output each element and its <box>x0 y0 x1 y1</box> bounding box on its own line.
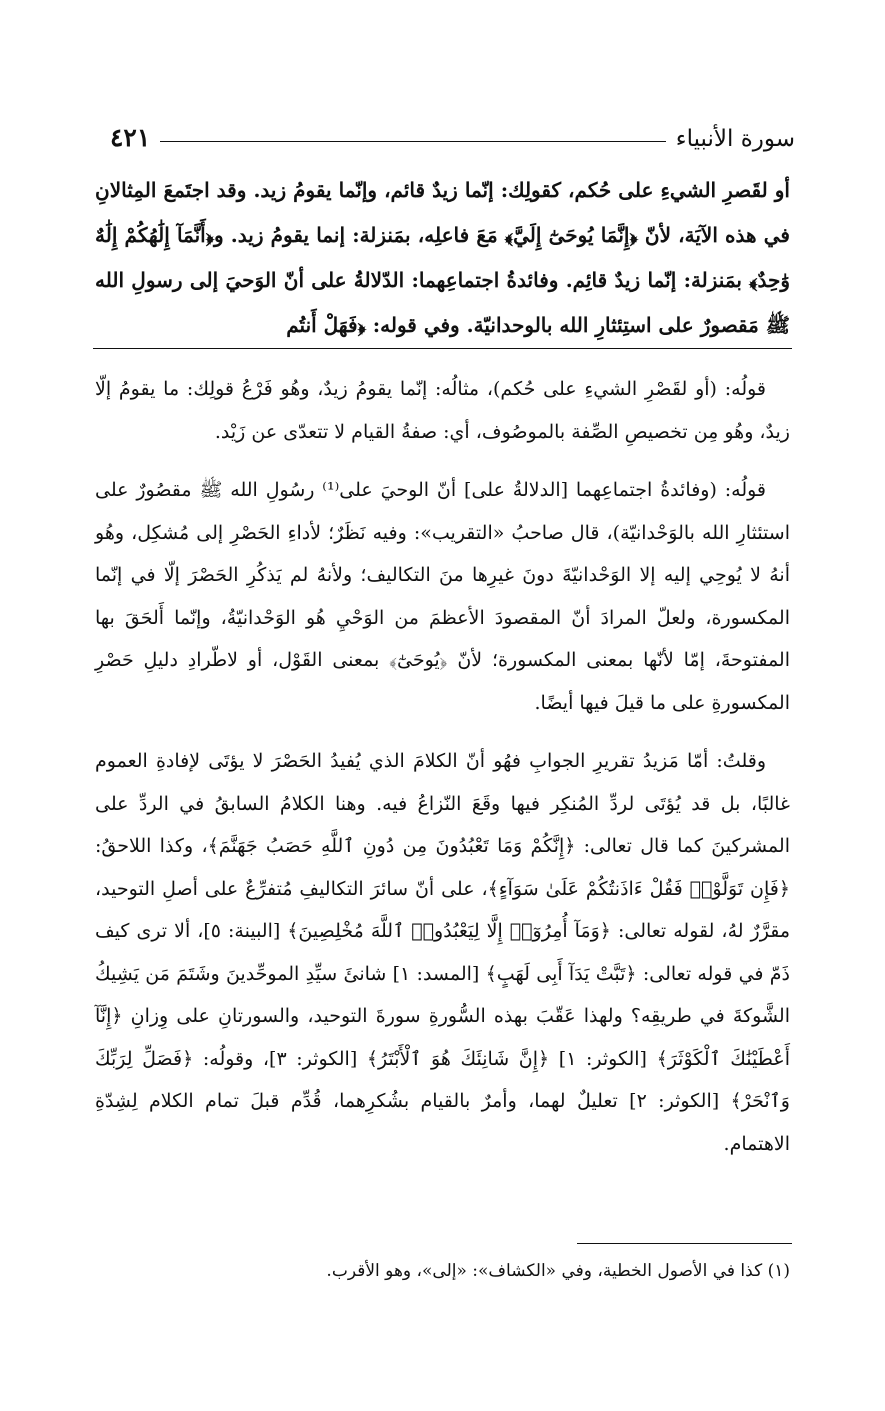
footnote-separator <box>577 1243 792 1244</box>
commentary-paragraph-2: قولُه: (وفائدةُ اجتماعِهما [الدلالةُ على] أنّ الوحيَ على⁽¹⁾ رسُولِ الله ﷺ مقصُورٌ على استئثارِ الله بالوَحْدانيّة)، قال صاحبُ «التقريب»: وفيه نَظَرٌ؛ لأداءِ الحَصْرِ إلى مُشكِل، وهُو أنهُ لا يُوحِي إليه إلا الوَحْدانيّةَ دونَ غيرِها منَ التكاليف؛ ولأنهُ لم يَذكُرِ الحَصْرَ إلّا في إنّما المكسورة، ولعلّ المرادَ أنّ المقصودَ الأعظمَ من الوَحْيِ هُو الوَحْدانيّةُ، وإنّما أَلحَقَ بها المفتوحةَ، إمّا لأنّها بمعنى المكسورة؛ لأنّ ﴿يُوحَىٰٓ﴾ بمعنى القَوْل، أو لاطّرادِ دليلِ حَصْرِ المكسورةِ على ما قيلَ فيها أيضًا. <box>95 479 790 714</box>
running-header <box>110 112 795 152</box>
footnote-text: كذا في الأصول الخطية، وفي «الكشاف»: «إلى»، وهو الأقرب. <box>326 1261 763 1281</box>
main-paragraph: أو لقَصرِ الشيءِ على حُكم، كقولِك: إنّما زيدٌ قائم، وإنّما يقومُ زيد. وقد اجتَمعَ المِثالانِ في هذه الآيَة، لأنّ ﴿إِنَّمَا يُوحَىٰٓ إِلَيَّ﴾ مَعَ فاعلِه، بمَنزلة: إنما يقومُ زيد. و﴿أَنَّمَآ إِلَٰهُكُمْ إِلَٰهٌ وَٰحِدٌ﴾ بمَنزلة: إنّما زيدٌ قائِم. وفائدةُ اجتماعِهما: الدّلالةُ على أنّ الوَحيَ إلى رسولِ الله ﷺ مَقصورٌ على استِئثارِ الله بالوحدانيّة. وفي قوله: ﴿فَهَلْ أَنتُم <box>95 178 790 337</box>
footnote-marker: (١) <box>767 1261 790 1281</box>
surah-title: سورة الأنبياء <box>675 126 795 152</box>
header-rule <box>160 141 665 142</box>
commentary-paragraph-1: قولُه: (أو لقَصْرِ الشيءِ على حُكم)، مثالُه: إنّما يقومُ زيدٌ، وهُو فَرْعُ قولِك: ما يقومُ إلّا زيدٌ، وهُو مِن تخصيصِ الصِّفة بالموصُوف، أي: صفةُ القيام لا تتعدّى عن زَيْد. <box>95 378 790 443</box>
footnote <box>95 1256 790 1286</box>
main-separator <box>93 348 792 349</box>
main-text <box>95 168 790 348</box>
page-number: ٤٢١ <box>110 123 151 152</box>
commentary-text <box>95 368 790 1181</box>
commentary-paragraph-3: وقلتُ: أمّا مَزيدُ تقريرِ الجوابِ فهُو أنّ الكلامَ الذي يُفيدُ الحَصْرَ لا يؤتَى لإفادةِ العموم غالبًا، بل قد يُؤتَى لردِّ المُنكِر فيها وقَعَ النّزاعُ فيه. وهنا الكلامُ السابقُ في الردِّ على المشركينَ كما قال تعالى: ﴿إِنَّكُمْ وَمَا تَعْبُدُونَ مِن دُونِ ٱللَّهِ حَصَبُ جَهَنَّمَ﴾، وكذا اللاحقُ: ﴿فَإِن تَوَلَّوْا۟ فَقُلْ ءَاذَنتُكُمْ عَلَىٰ سَوَآءٍ﴾، على أنّ سائرَ التكاليفِ مُتفرِّعٌ على أصلِ التوحيد، مقرَّرٌ لهُ، لقوله تعالى: ﴿وَمَآ أُمِرُوٓا۟ إِلَّا لِيَعْبُدُوا۟ ٱللَّهَ مُخْلِصِينَ﴾ [البينة: ٥]، ألا ترى كيف ذَمّ في قوله تعالى: ﴿تَبَّتْ يَدَآ أَبِى لَهَبٍ﴾ [المسد: ١] شانئَ سيِّدِ الموحِّدينَ وشَتَمَ مَن يَشِيكُ الشَّوكةَ في طريقِه؟ ولهذا عَقّبَ بهذه السُّورةِ سورةَ التوحيد، والسورتانِ على وِزانِ ﴿إِنَّآ أَعْطَيْنَٰكَ ٱلْكَوْثَرَ﴾ [الكوثر: ١] ﴿إِنَّ شَانِئَكَ هُوَ ٱلْأَبْتَرُ﴾ [الكوثر: ٣]، وقولُه: ﴿فَصَلِّ لِرَبِّكَ وَٱنْحَرْ﴾ [الكوثر: ٢] تعليلٌ لهما، وأمرٌ بالقيام بشُكرِهما، قُدِّم قبلَ تمام الكلام لِشِدّةِ الاهتمام. <box>95 750 790 1155</box>
